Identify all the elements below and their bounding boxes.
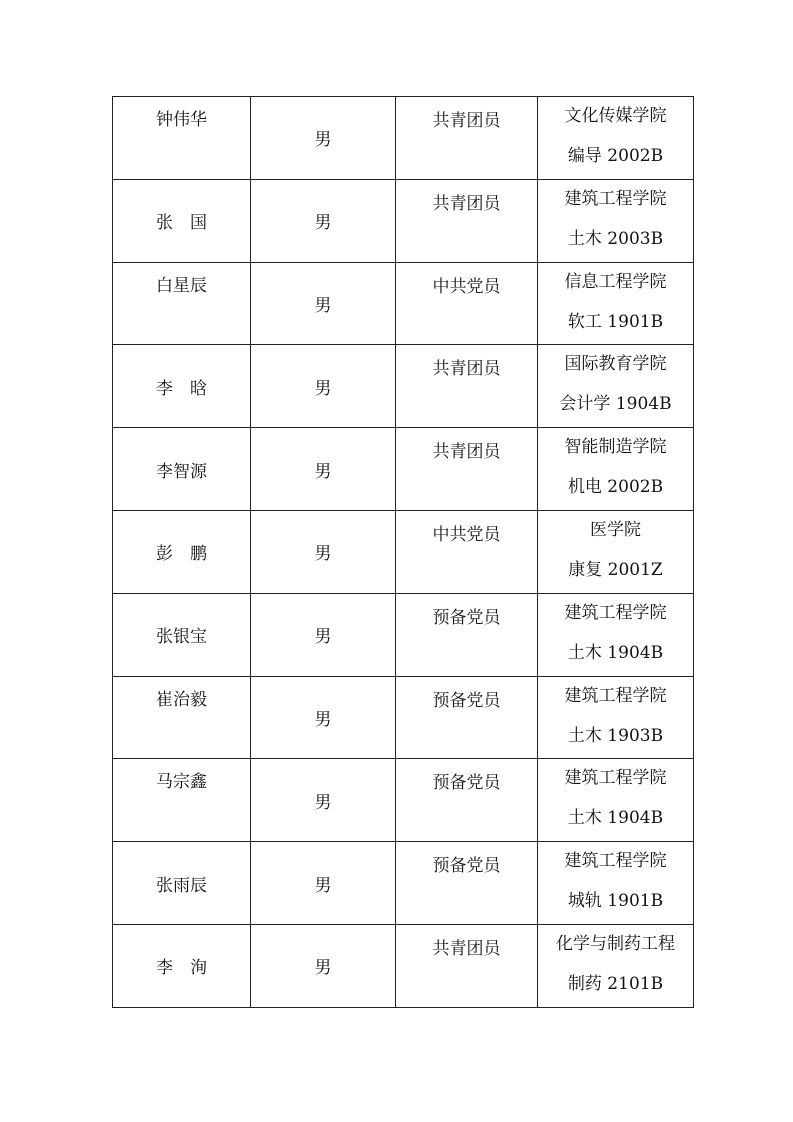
college-text: 建筑工程学院 bbox=[564, 188, 667, 209]
political-text: 预备党员 bbox=[432, 773, 501, 794]
college-cell bbox=[538, 428, 694, 511]
college-cell bbox=[538, 676, 694, 759]
college-text: 建筑工程学院 bbox=[564, 768, 667, 789]
name-text: 李智源 bbox=[156, 461, 207, 482]
name-cell bbox=[113, 924, 251, 1007]
major-text: 康复 2001Z bbox=[568, 559, 663, 580]
political-cell bbox=[396, 345, 538, 428]
table-row bbox=[113, 428, 694, 511]
political-cell bbox=[396, 842, 538, 925]
gender-cell: 男 bbox=[251, 510, 396, 593]
major-text: 城轨 1901B bbox=[567, 891, 664, 912]
political-cell bbox=[396, 179, 538, 262]
political-text: 共青团员 bbox=[432, 442, 501, 463]
college-cell bbox=[538, 759, 694, 842]
political-text: 中共党员 bbox=[432, 276, 501, 297]
name-text: 钟伟华 bbox=[156, 110, 207, 130]
college-text: 智能制造学院 bbox=[564, 437, 667, 458]
table-row bbox=[113, 97, 694, 180]
political-cell bbox=[396, 924, 538, 1007]
political-text: 预备党员 bbox=[432, 607, 501, 628]
gender-cell: 男 bbox=[251, 759, 396, 842]
major-text: 机电 2002B bbox=[567, 477, 664, 498]
political-cell bbox=[396, 510, 538, 593]
gender-cell: 男 bbox=[251, 262, 396, 345]
major-text: 土木 1903B bbox=[567, 725, 664, 746]
political-cell bbox=[396, 593, 538, 676]
major-text: 土木 1904B bbox=[567, 808, 664, 829]
college-text: 建筑工程学院 bbox=[564, 602, 667, 623]
major-text: 制药 2101B bbox=[567, 973, 664, 994]
table-row bbox=[113, 510, 694, 593]
major-text: 土木 1904B bbox=[567, 642, 664, 663]
name-text: 马宗鑫 bbox=[156, 772, 207, 793]
college-cell bbox=[538, 345, 694, 428]
college-text: 化学与制药工程 bbox=[556, 933, 675, 954]
name-text: 白星辰 bbox=[156, 275, 207, 296]
name-cell bbox=[113, 842, 251, 925]
college-cell bbox=[538, 593, 694, 676]
gender-cell: 男 bbox=[251, 428, 396, 511]
college-text: 医学院 bbox=[590, 519, 641, 540]
gender-cell: 男 bbox=[251, 842, 396, 925]
name-text: 张雨辰 bbox=[156, 875, 207, 896]
name-text: 张银宝 bbox=[156, 627, 207, 648]
political-text: 中共党员 bbox=[432, 524, 501, 545]
political-cell bbox=[396, 428, 538, 511]
table-row bbox=[113, 759, 694, 842]
major-text: 会计学 1904B bbox=[559, 394, 672, 415]
table-row bbox=[113, 676, 694, 759]
gender-cell: 男 bbox=[251, 345, 396, 428]
name-cell bbox=[113, 179, 251, 262]
major-text: 编导 2002B bbox=[567, 146, 664, 166]
name-cell bbox=[113, 345, 251, 428]
political-text: 预备党员 bbox=[432, 856, 501, 877]
gender-cell: 男 bbox=[251, 179, 396, 262]
table-row bbox=[113, 593, 694, 676]
college-cell bbox=[538, 179, 694, 262]
political-cell bbox=[396, 97, 538, 180]
name-cell bbox=[113, 759, 251, 842]
political-text: 共青团员 bbox=[432, 938, 501, 959]
college-cell bbox=[538, 510, 694, 593]
name-cell bbox=[113, 593, 251, 676]
name-text: 李 洵 bbox=[156, 958, 207, 979]
college-cell bbox=[538, 842, 694, 925]
member-table bbox=[112, 96, 694, 1008]
college-cell bbox=[538, 924, 694, 1007]
political-text: 共青团员 bbox=[432, 111, 501, 131]
major-text: 土木 2003B bbox=[567, 228, 664, 249]
college-text: 建筑工程学院 bbox=[564, 685, 667, 706]
college-text: 信息工程学院 bbox=[564, 271, 667, 292]
name-text: 彭 鹏 bbox=[156, 544, 207, 565]
political-text: 预备党员 bbox=[432, 690, 501, 711]
gender-cell: 男 bbox=[251, 593, 396, 676]
name-text: 张 国 bbox=[156, 213, 207, 234]
college-text: 建筑工程学院 bbox=[564, 851, 667, 872]
college-text: 文化传媒学院 bbox=[564, 106, 667, 126]
name-text: 李 晗 bbox=[156, 378, 207, 399]
college-cell bbox=[538, 97, 694, 180]
table-row bbox=[113, 924, 694, 1007]
table-row bbox=[113, 262, 694, 345]
name-cell bbox=[113, 510, 251, 593]
political-text: 共青团员 bbox=[432, 359, 501, 380]
political-cell bbox=[396, 759, 538, 842]
gender-cell: 男 bbox=[251, 924, 396, 1007]
name-cell bbox=[113, 428, 251, 511]
name-cell bbox=[113, 97, 251, 180]
table-row bbox=[113, 842, 694, 925]
gender-cell: 男 bbox=[251, 97, 396, 180]
gender-cell: 男 bbox=[251, 676, 396, 759]
political-cell bbox=[396, 262, 538, 345]
political-text: 共青团员 bbox=[432, 193, 501, 214]
table-row bbox=[113, 179, 694, 262]
political-cell bbox=[396, 676, 538, 759]
college-text: 国际教育学院 bbox=[564, 354, 667, 375]
table-row bbox=[113, 345, 694, 428]
name-cell bbox=[113, 676, 251, 759]
major-text: 软工 1901B bbox=[567, 311, 664, 332]
name-cell bbox=[113, 262, 251, 345]
college-cell bbox=[538, 262, 694, 345]
name-text: 崔治毅 bbox=[156, 689, 207, 710]
